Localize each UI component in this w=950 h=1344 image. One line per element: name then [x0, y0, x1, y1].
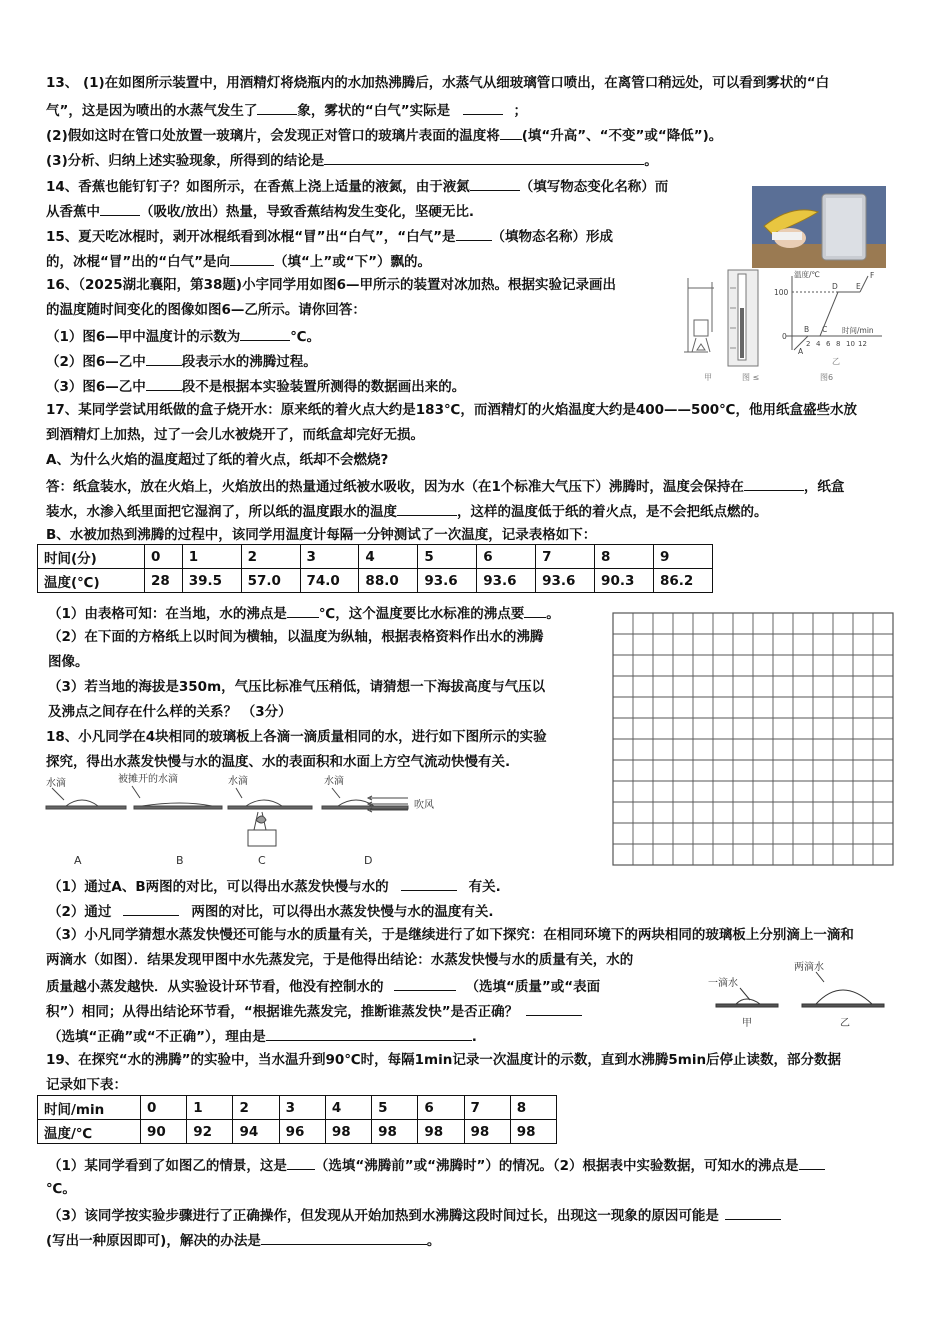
answer-blank[interactable]: [146, 351, 182, 366]
fig6-title: 图6: [820, 373, 834, 382]
q17-sub3: （3）若当地的海拔是350m，气压比标准气压稍低，请猜想一下海拔高度与气压以: [48, 679, 546, 695]
table-cell: 90: [141, 1120, 187, 1144]
q18-drops-figure: [706, 958, 890, 1032]
table-cell: 93.6: [418, 569, 477, 593]
table-cell: 98: [325, 1120, 371, 1144]
q17-table: [37, 544, 713, 593]
answer-blank[interactable]: [500, 125, 522, 140]
answer-blank[interactable]: [401, 876, 457, 891]
table-cell: 93.6: [536, 569, 595, 593]
table-cell: 98: [510, 1120, 556, 1144]
answer-blank[interactable]: [463, 100, 503, 115]
table-cell: 1: [187, 1096, 233, 1120]
q18-cap-a: A: [74, 854, 82, 867]
table-cell: 0: [141, 1096, 187, 1120]
q18-line2: 探究，得出水蒸发快慢与水的温度、水的表面积和水面上方空气流动快慢有关.: [46, 754, 511, 770]
q16-line2: 的温度随时间变化的图像如图6—乙所示。请你回答：: [46, 302, 366, 318]
table-cell: 2: [241, 545, 300, 569]
answer-blank[interactable]: [456, 226, 492, 241]
table-cell: 4: [325, 1096, 371, 1120]
answer-blank[interactable]: [324, 150, 644, 165]
table-cell: 8: [595, 545, 654, 569]
q18-sub1: （1）通过A、B两图的对比，可以得出水蒸发快慢与水的 有关.: [48, 876, 501, 896]
table-cell: 93.6: [477, 569, 536, 593]
answer-blank[interactable]: [261, 1230, 427, 1245]
fig6-y100: 100: [774, 288, 789, 297]
q18-cap-c: C: [258, 854, 266, 867]
q13-line3: (2)假如这时在管口处放置一玻璃片，会发现正对管口的玻璃片表面的温度将 (填“升高”、“不变”或“降低”)。: [46, 125, 722, 145]
fig6-caption-jia: 甲: [704, 373, 712, 382]
q18-label-b: 被摊开的水滴: [118, 774, 178, 785]
answer-blank[interactable]: [100, 201, 140, 216]
q18-label-d: 水滴: [324, 776, 344, 787]
table-cell: 96: [279, 1120, 325, 1144]
answer-blank[interactable]: [123, 901, 179, 916]
table-cell: 6: [477, 545, 536, 569]
table-cell: 4: [359, 545, 418, 569]
fig6-xtick: 4: [816, 340, 821, 348]
answer-blank[interactable]: [526, 1001, 582, 1016]
table-cell: 39.5: [182, 569, 241, 593]
table-cell: 90.3: [595, 569, 654, 593]
answer-blank[interactable]: [397, 501, 457, 516]
q17-line5: 装水，水渗入纸里面把它湿润了，所以纸的温度跟水的温度 ，这样的温度低于纸的着火点，是不会把纸点燃的。: [46, 501, 768, 521]
q18-wind: 吹风: [414, 800, 434, 811]
table-cell: 9: [653, 545, 712, 569]
table-row: [38, 545, 713, 569]
answer-blank[interactable]: [524, 603, 546, 618]
table-cell: 5: [372, 1096, 418, 1120]
q16-line1: 16、（2025湖北襄阳，第38题)小宇同学用如图6—甲所示的装置对冰加热。根据实验记录画出: [46, 277, 616, 293]
q17-sub2: （2）在下面的方格纸上以时间为横轴，以温度为纵轴，根据表格资料作出水的沸腾: [48, 629, 544, 645]
q18-one-drop: 一滴水: [708, 978, 738, 989]
q18-sub3-l1: （3）小凡同学猜想水蒸发快慢还可能与水的质量有关，于是继续进行了如下探究：在相同环境下的两块相同的玻璃板上分别滴上一滴和: [48, 927, 854, 943]
table-cell: 57.0: [241, 569, 300, 593]
q14-line1: 14、香蕉也能钉钉子？如图所示，在香蕉上浇上适量的液氮，由于液氮 （填写物态变化名称）而: [46, 176, 668, 196]
q14-line2: 从香蕉中 （吸收/放出）热量，导致香蕉结构发生变化，坚硬无比.: [46, 201, 474, 221]
answer-blank[interactable]: [799, 1155, 825, 1170]
fig6-xtick: 12: [858, 340, 867, 348]
q13-line4: (3)分析、归纳上述实验现象，所得到的结论是 。: [46, 150, 658, 170]
q18-label-a: 水滴: [46, 778, 66, 789]
answer-blank[interactable]: [266, 1026, 472, 1041]
fig6-point-b: B: [804, 325, 810, 334]
table-cell: 92: [187, 1120, 233, 1144]
answer-blank[interactable]: [287, 1155, 315, 1170]
fig6-y0: 0: [782, 332, 787, 341]
fig6-label: 图 ≤: [742, 373, 760, 382]
table-cell: 0: [145, 545, 183, 569]
table-cell: 6: [418, 1096, 464, 1120]
q18-cap-b: B: [176, 854, 184, 867]
answer-blank[interactable]: [240, 326, 290, 341]
q19-sub1: （1）某同学看到了如图乙的情景，这是 （选填“沸腾前”或“沸腾时”）的情况。（2）根据表中实验数据，可知水的沸点是: [48, 1155, 825, 1175]
q17-line6: B、水被加热到沸腾的过程中，该同学用温度计每隔一分钟测试了一次温度，记录表格如下：: [46, 527, 597, 543]
fig6-point-e: E: [856, 282, 861, 291]
fig6-point-f: F: [870, 271, 875, 280]
table-row: [38, 1120, 557, 1144]
q17-line1: 17、某同学尝试用纸做的盒子烧开水：原来纸的着火点大约是183℃，而酒精灯的火焰温度大约是400——500℃，他用纸盒盛些水放: [46, 402, 858, 418]
q16-sub2: （2）图6—乙中 段表示水的沸腾过程。: [46, 351, 317, 371]
graph-paper[interactable]: [612, 612, 896, 868]
q18-sub3-l5: （选填“正确”或“不正确”），理由是 .: [48, 1026, 477, 1046]
fig6-ylabel: 温度/℃: [794, 270, 820, 279]
fig6-point-d: D: [832, 282, 838, 291]
table-row: [38, 1096, 557, 1120]
table-cell: 7: [536, 545, 595, 569]
q18-line1: 18、小凡同学在4块相同的玻璃板上各滴一滴质量相同的水，进行如下图所示的实验: [46, 729, 547, 745]
q19-sub3: （3）该同学按实验步骤进行了正确操作，但发现从开始加热到水沸腾这段时间过长，出现这一现象的原因可能是: [48, 1205, 781, 1225]
q16-sub1: （1）图6—甲中温度计的示数为 ℃。: [46, 326, 320, 346]
answer-blank[interactable]: [470, 176, 520, 191]
table-row-label: 时间(分): [38, 545, 145, 569]
q16-sub3: （3）图6—乙中 段不是根据本实验装置所测得的数据画出来的。: [46, 376, 465, 396]
answer-blank[interactable]: [394, 976, 456, 991]
table-cell: 98: [464, 1120, 510, 1144]
fig6-xtick: 6: [826, 340, 831, 348]
table-cell: 5: [418, 545, 477, 569]
fig6-xlabel: 时间/min: [842, 326, 874, 335]
table-cell: 8: [510, 1096, 556, 1120]
banana-photo: [752, 186, 886, 268]
answer-blank[interactable]: [744, 476, 804, 491]
table-cell: 98: [418, 1120, 464, 1144]
table-cell: 74.0: [300, 569, 359, 593]
q15-line2: 的，冰棍“冒”出的“白气”是向 （填“上”或“下”）飘的。: [46, 251, 431, 271]
fig6-xtick: 2: [806, 340, 811, 348]
table-cell: 2: [233, 1096, 279, 1120]
q18-sub3-l2: 两滴水（如图）．结果发现甲图中水先蒸发完，于是他得出结论：水蒸发快慢与水的质量有关，水的: [46, 952, 634, 968]
q18-cap-jia: 甲: [742, 1018, 752, 1029]
answer-blank[interactable]: [146, 376, 182, 391]
q19-line2: 记录如下表：: [46, 1077, 127, 1093]
q18-label-c: 水滴: [228, 776, 248, 787]
q17-sub1: （1）由表格可知：在当地，水的沸点是 ℃，这个温度要比水标准的沸点要 。: [48, 603, 560, 623]
q13-line1: 13、 (1)在如图所示装置中，用酒精灯将烧瓶内的水加热沸腾后，水蒸气从细玻璃管口喷出，在离管口稍远处，可以看到雾状的“白: [46, 75, 830, 91]
table-cell: 98: [372, 1120, 418, 1144]
q13-line2: 气”，这是因为喷出的水蒸气发生了 象，雾状的“白气”实际是 ；: [46, 100, 527, 120]
q18-figure: [42, 772, 462, 870]
table-cell: 94: [233, 1120, 279, 1144]
fig6-point-a: A: [798, 347, 804, 356]
q18-two-drops: 两滴水: [794, 962, 824, 973]
fig6-xtick: 8: [836, 340, 841, 348]
q17-sub2b: 图像。: [48, 654, 89, 670]
q18-cap-d: D: [364, 854, 373, 867]
q18-sub2: （2）通过 两图的对比，可以得出水蒸发快慢与水的温度有关.: [48, 901, 494, 921]
q19-sub1b: ℃。: [46, 1181, 76, 1197]
q15-line1: 15、夏天吃冰棍时，剥开冰棍纸看到冰棍“冒”出“白气”，“白气”是 （填物态名称）形成: [46, 226, 613, 246]
answer-blank[interactable]: [725, 1205, 781, 1220]
table-cell: 7: [464, 1096, 510, 1120]
figure-6: [682, 268, 898, 386]
table-cell: 88.0: [359, 569, 418, 593]
fig6-caption-yi: 乙: [832, 357, 840, 366]
answer-blank[interactable]: [230, 251, 274, 266]
table-row: [38, 569, 713, 593]
q18-sub3-l3: 质量越小蒸发越快．从实验设计环节看，他没有控制水的 （选填“质量”或“表面: [46, 976, 600, 996]
q17-line3: A、为什么火焰的温度超过了纸的着火点，纸却不会燃烧?: [46, 452, 389, 468]
answer-blank[interactable]: [257, 100, 297, 115]
q19-sub3b: (写出一种原因即可)，解决的办法是 。: [46, 1230, 440, 1250]
table-row-label: 温度/℃: [38, 1120, 141, 1144]
q18-sub3-l4: 积”）相同；从得出结论环节看，“根据谁先蒸发完，推断谁蒸发快”是否正确？: [46, 1001, 582, 1021]
table-cell: 3: [300, 545, 359, 569]
q17-line4: 答：纸盒装水，放在火焰上，火焰放出的热量通过纸被水吸收，因为水（在1个标准大气压下）沸腾时，温度会保持在 ，纸盒: [46, 476, 844, 496]
fig6-point-c: C: [822, 325, 828, 334]
table-row-label: 温度(℃): [38, 569, 145, 593]
table-cell: 3: [279, 1096, 325, 1120]
fig6-xtick: 10: [846, 340, 855, 348]
q19-table: [37, 1095, 557, 1144]
q17-line2: 到酒精灯上加热，过了一会儿水被烧开了，而纸盒却完好无损。: [46, 427, 424, 443]
table-cell: 28: [145, 569, 183, 593]
answer-blank[interactable]: [287, 603, 319, 618]
table-cell: 1: [182, 545, 241, 569]
table-row-label: 时间/min: [38, 1096, 141, 1120]
q17-sub3b: 及沸点之间存在什么样的关系？ （3分）: [48, 704, 292, 720]
table-cell: 86.2: [653, 569, 712, 593]
q19-line1: 19、在探究“水的沸腾”的实验中，当水温升到90℃时，每隔1min记录一次温度计的示数，直到水沸腾5min后停止读数，部分数据: [46, 1052, 842, 1068]
q18-cap-yi: 乙: [840, 1018, 850, 1029]
